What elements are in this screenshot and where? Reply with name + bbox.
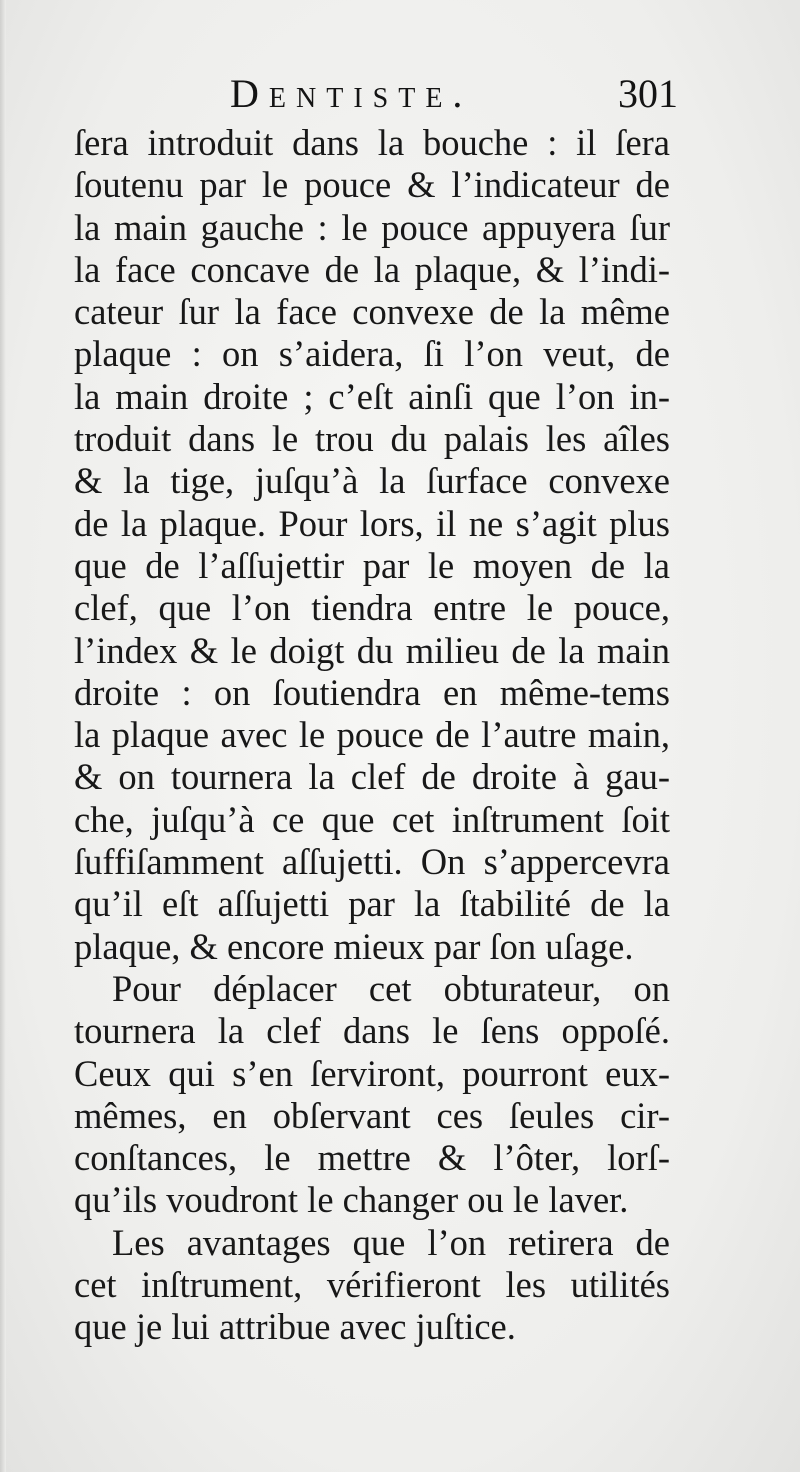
text-line: Ceux qui s’en ſerviront, pourront eux- [74,1052,670,1094]
text-line: mêmes, en obſervant ces ſeules cir- [74,1094,670,1136]
running-head-title: Dentiste. [230,71,473,116]
text-line: qu’il eſt aſſujetti par la ſtabilité de la [74,883,670,925]
text-line: que de l’aſſujettir par le moyen de la [74,544,670,586]
text-line: la face concave de la plaque, & l’indi- [74,248,670,290]
text-line: tournera la clef dans le ſens oppoſé. [74,1010,670,1052]
text-line: Les avantages que l’on retirera de [112,1221,670,1263]
text-line: cateur ſur la face convexe de la même [74,291,670,333]
text-line: que je lui attribue avec juſtice. [74,1306,516,1348]
text-line: qu’ils voudront le changer ou le laver. [74,1179,629,1221]
text-line: cet inſtrument, vérifieront les utilités [74,1264,670,1306]
text-line: ſuffiſamment aſſujetti. On s’appercevra [74,841,670,883]
text-line: la main gauche : le pouce appuyera ſur [74,206,670,248]
text-line: ſera introduit dans la bouche : il ſera [74,122,670,163]
text-line: clef, que l’on tiendra entre le pouce, [74,587,670,629]
text-line: & la tige, juſqu’à la ſurface convexe [74,460,670,502]
text-line: ſoutenu par le pouce & l’indicateur de [74,164,670,206]
text-line: l’index & le doigt du milieu de la main [74,629,670,671]
text-line: de la plaque. Pour lors, il ne s’agit plus [74,502,670,544]
text-line: conſtances, le mettre & l’ôter, lorſ- [74,1137,670,1179]
text-line: Pour déplacer cet obturateur, on [112,967,670,1009]
text-line: plaque : on s’aidera, ſi l’on veut, de [74,333,670,375]
page-edge-shadow [0,0,6,1472]
text-line: la main droite ; c’eſt ainſi que l’on in- [74,375,670,417]
text-line: & on tournera la clef de droite à gau- [74,756,670,798]
page-number: 301 [618,71,678,116]
text-line: che, juſqu’à ce que cet inſtrument ſoit [74,798,670,840]
body-text [74,122,670,1349]
text-line: troduit dans le trou du palais les aîles [74,418,670,460]
text-line: la plaque avec le pouce de l’autre main, [74,714,670,756]
text-line: plaque, & encore mieux par ſon uſage. [74,925,634,967]
running-head [70,70,678,120]
text-line: droite : on ſoutiendra en même-tems [74,671,670,713]
